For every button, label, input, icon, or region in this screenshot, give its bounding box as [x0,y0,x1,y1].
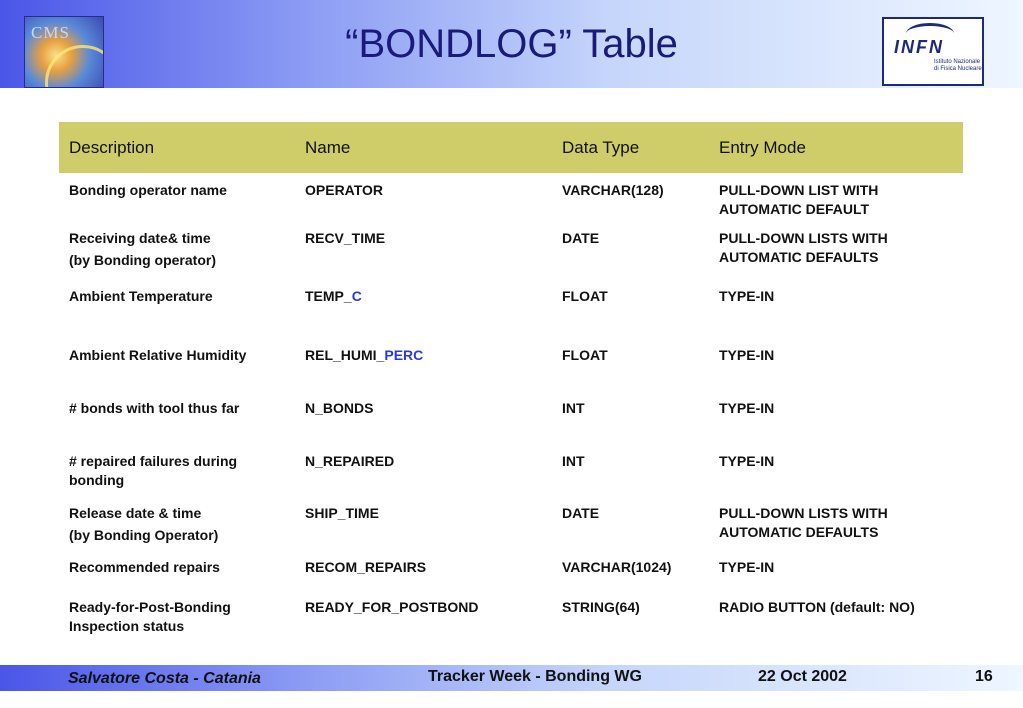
description-text: Ready-for-Post-Bonding Inspection status [69,599,231,634]
table-row [59,173,963,221]
cell-name [295,338,552,391]
cell-data-type: DATE [562,505,600,521]
name-text: RECOM_REPAIRS [305,559,427,575]
cell-name [295,444,552,496]
name-text: OPERATOR [305,182,384,198]
description-text: # bonds with tool thus far [69,400,240,416]
footer-event: Tracker Week - Bonding WG [428,668,642,685]
cell-entry-mode: PULL-DOWN LISTS WITH AUTOMATIC DEFAULTS [719,230,888,265]
infn-logo-subtext: Istituto Nazionale di Fisica Nucleare [934,59,982,72]
description-text: Ambient Relative Humidity [69,347,247,363]
cell-entry-mode: TYPE-IN [719,400,775,416]
description-text: Ambient Temperature [69,288,213,304]
cell-description [59,221,295,279]
description-text: Receiving date& time [69,230,211,246]
column-header-data-type: Data Type [552,122,709,173]
cell-description [59,550,295,590]
table-row [59,550,963,590]
cms-logo-text: CMS [31,23,70,42]
description-text: Release date & time [69,505,202,521]
description-text: # repaired failures during bonding [69,453,238,488]
cell-entry-mode: RADIO BUTTON (default: NO) [719,599,915,615]
name-text: REL_HUMI_ [305,347,385,363]
cell-entry-mode: TYPE-IN [719,288,775,304]
footer-page-number: 16 [975,668,993,685]
cell-description [59,444,295,496]
cell-description [59,496,295,550]
cell-data-type: INT [562,453,585,469]
name-text: N_BONDS [305,400,374,416]
column-header-name: Name [295,122,552,173]
name-suffix-text: PERC [384,347,424,363]
table-row [59,338,963,391]
table-row [59,444,963,496]
footer-date: 22 Oct 2002 [758,668,847,685]
slide-title: “BONDLOG” Table [345,22,678,66]
cell-description [59,279,295,338]
name-text: SHIP_TIME [305,505,379,521]
cell-name [295,173,552,221]
cell-data-type: VARCHAR(128) [562,182,664,198]
cell-data-type: DATE [562,230,600,246]
description-text: Bonding operator name [69,182,227,198]
table-row [59,391,963,444]
name-text: RECV_TIME [305,230,386,246]
cell-name [295,590,552,638]
cell-data-type: INT [562,400,585,416]
infn-logo [882,17,984,86]
description-text-line2: (by Bonding operator) [69,252,216,268]
cell-entry-mode: TYPE-IN [719,453,775,469]
cell-name [295,496,552,550]
footer-author: Salvatore Costa - Catania [68,670,261,687]
table-row [59,279,963,338]
table-row [59,221,963,279]
slide-footer [0,665,1023,691]
name-text: N_REPAIRED [305,453,395,469]
slide-header [0,0,1023,88]
table-body [59,173,963,638]
cell-entry-mode: PULL-DOWN LIST WITH AUTOMATIC DEFAULT [719,182,879,217]
description-text-line2: (by Bonding Operator) [69,527,219,543]
cell-entry-mode: TYPE-IN [719,559,775,575]
cell-name [295,550,552,590]
cell-description [59,173,295,221]
name-suffix-text: C [351,288,362,304]
table-row [59,496,963,550]
cell-name [295,279,552,338]
bondlog-table [59,122,963,638]
name-text: TEMP_ [305,288,352,304]
cell-description [59,391,295,444]
cell-data-type: VARCHAR(1024) [562,559,672,575]
table-row [59,590,963,638]
cell-name [295,391,552,444]
infn-logo-text: INFN [894,37,944,57]
description-text: Recommended repairs [69,559,220,575]
name-text: READY_FOR_POSTBOND [305,599,479,615]
cell-data-type: FLOAT [562,347,608,363]
cell-entry-mode: PULL-DOWN LISTS WITH AUTOMATIC DEFAULTS [719,505,888,540]
cell-data-type: FLOAT [562,288,608,304]
cell-description [59,590,295,638]
cell-entry-mode: TYPE-IN [719,347,775,363]
cell-name [295,221,552,279]
cell-description [59,338,295,391]
column-header-description: Description [59,122,295,173]
cell-data-type: STRING(64) [562,599,640,615]
column-header-entry-mode: Entry Mode [709,122,963,173]
table-header-row [59,122,963,173]
